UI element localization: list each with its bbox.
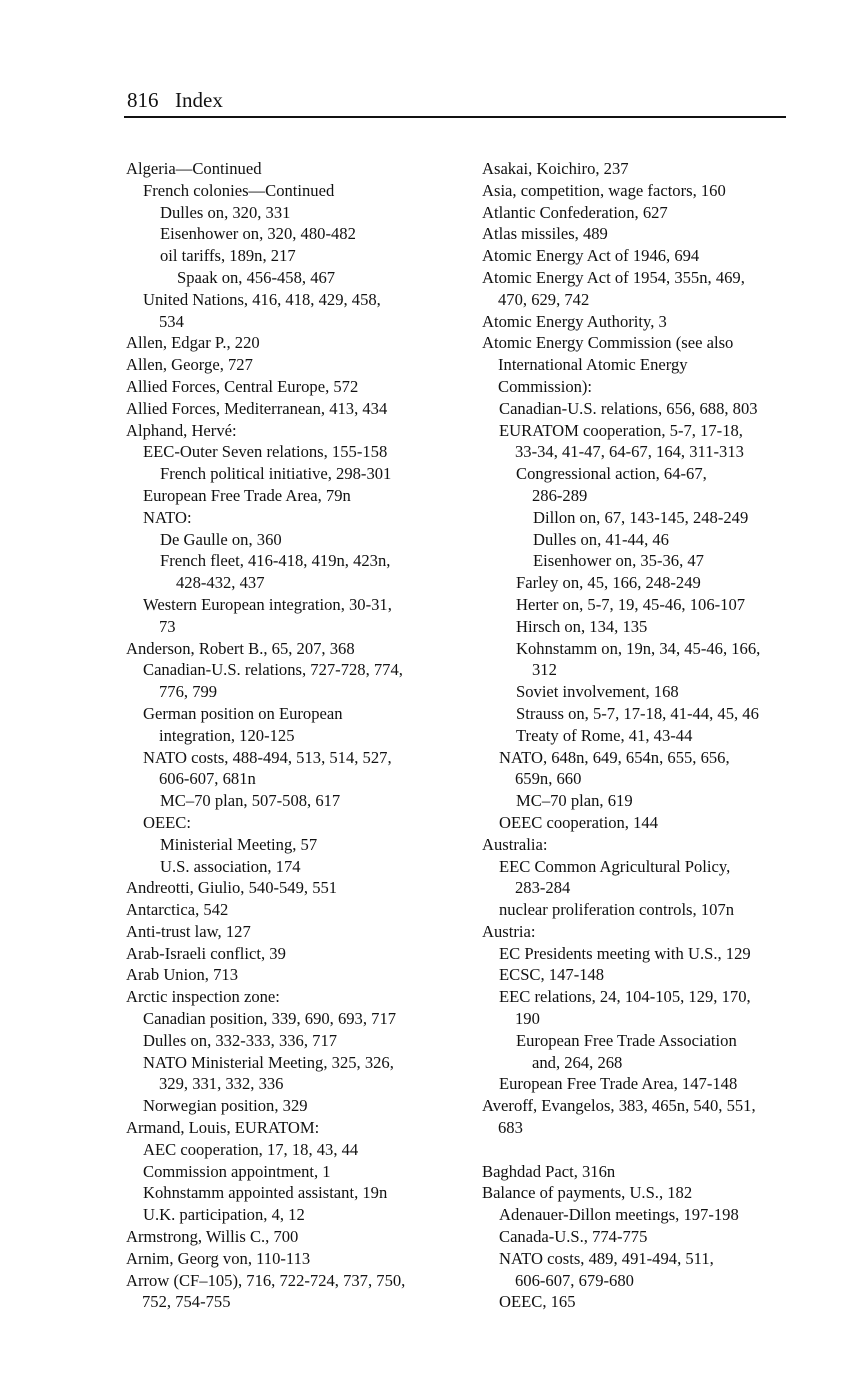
index-entry-continuation: 312 bbox=[532, 660, 557, 680]
index-entry-line: Atomic Energy Act of 1946, 694 bbox=[482, 246, 700, 266]
index-entry-line: ECSC, 147-148 bbox=[499, 965, 605, 985]
index-entry bbox=[516, 616, 802, 638]
index-entry-line: Commission appointment, 1 bbox=[143, 1161, 331, 1181]
index-entry-line: European Free Trade Area, 79n bbox=[143, 485, 351, 505]
index-entry bbox=[499, 747, 802, 791]
index-entry bbox=[143, 289, 456, 333]
index-entry-continuation: 752, 754-755 bbox=[142, 1292, 231, 1312]
index-entry bbox=[516, 572, 802, 594]
index-entry-line: EEC-Outer Seven relations, 155-158 bbox=[143, 442, 388, 462]
index-entry-line: Farley on, 45, 166, 248-249 bbox=[516, 573, 701, 593]
index-entry bbox=[482, 311, 802, 333]
index-entry-line: Atomic Energy Commission (see also bbox=[482, 333, 734, 353]
index-entry bbox=[126, 420, 456, 442]
index-entry bbox=[126, 899, 456, 921]
index-entry bbox=[126, 921, 456, 943]
index-entry bbox=[499, 812, 802, 834]
index-entry-line: MC–70 plan, 619 bbox=[516, 791, 633, 811]
index-entry bbox=[499, 398, 802, 420]
index-entry bbox=[482, 332, 802, 397]
index-entry-line: Dulles on, 332-333, 336, 717 bbox=[143, 1030, 338, 1050]
index-entry bbox=[177, 267, 456, 289]
index-entry-line: Allied Forces, Mediterranean, 413, 434 bbox=[126, 398, 388, 418]
index-entry bbox=[482, 202, 802, 224]
index-entry-line: Ministerial Meeting, 57 bbox=[160, 834, 318, 854]
index-entry-continuation: 683 bbox=[498, 1118, 523, 1138]
index-entry-line: Allen, Edgar P., 220 bbox=[126, 333, 260, 353]
index-entry-line: Norwegian position, 329 bbox=[143, 1096, 308, 1116]
index-entry bbox=[516, 594, 802, 616]
index-entry bbox=[143, 507, 456, 529]
index-entry-line: Arab Union, 713 bbox=[126, 965, 238, 985]
index-entry-continuation: 659n, 660 bbox=[515, 769, 582, 789]
index-entry bbox=[126, 1248, 456, 1270]
index-entry-line: Soviet involvement, 168 bbox=[516, 682, 679, 702]
index-entry bbox=[516, 681, 802, 703]
index-entry bbox=[126, 1270, 456, 1314]
index-entry-line: Hirsch on, 134, 135 bbox=[516, 616, 648, 636]
index-entry-line: OEEC: bbox=[143, 812, 191, 832]
index-entry-line: Western European integration, 30-31, bbox=[143, 594, 392, 614]
index-entry bbox=[482, 223, 802, 245]
index-entry bbox=[160, 463, 456, 485]
index-entry-line: Atomic Energy Act of 1954, 355n, 469, bbox=[482, 267, 745, 287]
index-entry bbox=[143, 594, 456, 638]
index-entry bbox=[533, 550, 802, 572]
index-entry-line: French fleet, 416-418, 419n, 423n, bbox=[160, 551, 391, 571]
index-entry-continuation: and, 264, 268 bbox=[532, 1052, 623, 1072]
index-entry-line: Atomic Energy Authority, 3 bbox=[482, 311, 667, 331]
index-entry bbox=[126, 398, 456, 420]
index-entry bbox=[126, 1226, 456, 1248]
index-entry-line: Alphand, Hervé: bbox=[126, 420, 237, 440]
index-entry-line: Eisenhower on, 320, 480-482 bbox=[160, 224, 356, 244]
index-entry bbox=[160, 834, 456, 856]
index-entry-line: Canadian-U.S. relations, 656, 688, 803 bbox=[499, 398, 758, 418]
index-entry-line: Congressional action, 64-67, bbox=[516, 464, 707, 484]
index-entry-line: Asakai, Koichiro, 237 bbox=[482, 159, 629, 178]
index-entry bbox=[499, 1073, 802, 1095]
index-entry bbox=[143, 1095, 456, 1117]
index-entry-continuation: Commission): bbox=[498, 376, 593, 396]
index-entry bbox=[516, 1030, 802, 1074]
index-entry bbox=[499, 964, 802, 986]
index-entry bbox=[482, 921, 802, 943]
index-entry bbox=[143, 747, 456, 791]
index-entry bbox=[126, 376, 456, 398]
index-entry bbox=[126, 1117, 456, 1139]
page-title: Index bbox=[175, 88, 223, 112]
index-entry bbox=[516, 638, 802, 682]
index-entry-continuation: 283-284 bbox=[515, 878, 571, 898]
index-entry-continuation: 534 bbox=[159, 311, 184, 331]
index-entry-continuation: 428-432, 437 bbox=[176, 573, 265, 593]
index-entry bbox=[126, 964, 456, 986]
index-entry-line: Spaak on, 456-458, 467 bbox=[177, 267, 336, 287]
section-gap bbox=[482, 1139, 802, 1161]
index-entry bbox=[482, 1161, 802, 1183]
index-entry bbox=[516, 790, 802, 812]
index-entry bbox=[126, 354, 456, 376]
index-entry-line: MC–70 plan, 507-508, 617 bbox=[160, 791, 341, 811]
index-entry-line: Canadian-U.S. relations, 727-728, 774, bbox=[143, 660, 403, 680]
index-entry bbox=[143, 703, 456, 747]
index-entry-line: Anderson, Robert B., 65, 207, 368 bbox=[126, 638, 355, 658]
page-header bbox=[124, 86, 786, 118]
index-entry bbox=[126, 986, 456, 1008]
index-entry bbox=[499, 1204, 802, 1226]
index-entry-line: German position on European bbox=[143, 703, 343, 723]
index-entry bbox=[143, 1204, 456, 1226]
index-entry-continuation: 33-34, 41-47, 64-67, 164, 311-313 bbox=[515, 442, 744, 462]
index-entry-line: OEEC, 165 bbox=[499, 1292, 576, 1312]
index-entry bbox=[499, 1291, 802, 1313]
index-column-right bbox=[482, 158, 802, 1313]
index-entry bbox=[160, 550, 456, 594]
index-entry-line: U.S. association, 174 bbox=[160, 856, 301, 876]
index-entry-line: Herter on, 5-7, 19, 45-46, 106-107 bbox=[516, 594, 746, 614]
index-entry-continuation: 776, 799 bbox=[159, 682, 218, 702]
index-entry bbox=[143, 812, 456, 834]
index-entry bbox=[482, 1182, 802, 1204]
index-entry-line: Balance of payments, U.S., 182 bbox=[482, 1183, 693, 1203]
index-entry bbox=[126, 877, 456, 899]
index-entry bbox=[126, 332, 456, 354]
index-entry-line: Algeria—Continued bbox=[126, 159, 262, 178]
index-entry bbox=[143, 485, 456, 507]
index-entry bbox=[516, 463, 802, 507]
index-entry-line: Treaty of Rome, 41, 43-44 bbox=[516, 725, 693, 745]
index-entry-line: Asia, competition, wage factors, 160 bbox=[482, 180, 726, 200]
index-entry-line: NATO, 648n, 649, 654n, 655, 656, bbox=[499, 747, 730, 767]
index-entry-line: U.K. participation, 4, 12 bbox=[143, 1205, 305, 1225]
index-entry bbox=[499, 1248, 802, 1292]
index-entry bbox=[482, 267, 802, 311]
index-entry-continuation: 606-607, 679-680 bbox=[515, 1270, 634, 1290]
page-number: 816 bbox=[127, 88, 159, 112]
index-entry bbox=[482, 245, 802, 267]
index-entry bbox=[126, 638, 456, 660]
index-entry-line: Dillon on, 67, 143-145, 248-249 bbox=[533, 507, 749, 527]
index-entry bbox=[143, 1161, 456, 1183]
index-entry-line: Armand, Louis, EURATOM: bbox=[126, 1118, 320, 1138]
index-entry bbox=[499, 1226, 802, 1248]
index-entry-line: De Gaulle on, 360 bbox=[160, 529, 282, 549]
index-entry-line: oil tariffs, 189n, 217 bbox=[160, 246, 296, 266]
index-entry-line: Arnim, Georg von, 110-113 bbox=[126, 1248, 311, 1268]
index-entry-continuation: 73 bbox=[159, 616, 176, 636]
index-entry bbox=[160, 790, 456, 812]
index-entry bbox=[499, 986, 802, 1030]
index-entry bbox=[143, 441, 456, 463]
index-entry bbox=[160, 202, 456, 224]
index-entry-line: Allen, George, 727 bbox=[126, 355, 253, 375]
index-entry bbox=[126, 943, 456, 965]
index-entry bbox=[516, 703, 802, 725]
index-entry-line: French colonies—Continued bbox=[143, 180, 335, 200]
index-entry-line: European Free Trade Area, 147-148 bbox=[499, 1074, 738, 1094]
index-entry-line: Baghdad Pact, 316n bbox=[482, 1161, 616, 1181]
index-entry bbox=[499, 899, 802, 921]
index-entry bbox=[482, 180, 802, 202]
index-entry-line: EEC Common Agricultural Policy, bbox=[499, 856, 731, 876]
index-entry-line: EEC relations, 24, 104-105, 129, 170, bbox=[499, 987, 751, 1007]
index-entry-line: Dulles on, 41-44, 46 bbox=[533, 529, 669, 549]
index-entry-line: NATO Ministerial Meeting, 325, 326, bbox=[143, 1052, 394, 1072]
index-entry bbox=[160, 245, 456, 267]
index-entry-line: Australia: bbox=[482, 834, 548, 854]
index-entry-line: Anti-trust law, 127 bbox=[126, 921, 251, 941]
index-entry-line: nuclear proliferation controls, 107n bbox=[499, 900, 735, 920]
index-entry-continuation: 190 bbox=[515, 1009, 540, 1029]
index-entry bbox=[143, 1030, 456, 1052]
index-entry bbox=[160, 529, 456, 551]
index-entry-line: NATO: bbox=[143, 507, 192, 527]
index-entry bbox=[499, 420, 802, 464]
index-entry-line: Canada-U.S., 774-775 bbox=[499, 1227, 648, 1247]
index-entry-line: Austria: bbox=[482, 921, 536, 941]
index-entry-line: Strauss on, 5-7, 17-18, 41-44, 45, 46 bbox=[516, 703, 759, 723]
index-entry-line: Atlantic Confederation, 627 bbox=[482, 202, 668, 222]
index-entry-line: Kohnstamm on, 19n, 34, 45-46, 166, bbox=[516, 638, 761, 658]
index-entry bbox=[143, 1052, 456, 1096]
index-entry-line: NATO costs, 489, 491-494, 511, bbox=[499, 1248, 714, 1268]
index-entry-continuation: 286-289 bbox=[532, 485, 588, 505]
index-entry-continuation: integration, 120-125 bbox=[159, 725, 295, 745]
index-entry bbox=[143, 1008, 456, 1030]
index-entry-line: Arrow (CF–105), 716, 722-724, 737, 750, bbox=[126, 1270, 406, 1290]
index-entry bbox=[160, 856, 456, 878]
index-entry bbox=[160, 223, 456, 245]
index-entry-continuation: International Atomic Energy bbox=[498, 355, 688, 375]
index-entry bbox=[143, 1182, 456, 1204]
index-entry bbox=[482, 158, 802, 180]
index-entry bbox=[499, 856, 802, 900]
index-entry-line: Arctic inspection zone: bbox=[126, 987, 280, 1007]
index-entry-line: EC Presidents meeting with U.S., 129 bbox=[499, 943, 751, 963]
index-entry-line: Arab-Israeli conflict, 39 bbox=[126, 943, 286, 963]
index-entry bbox=[143, 180, 456, 202]
index-entry-line: Allied Forces, Central Europe, 572 bbox=[126, 376, 359, 396]
index-entry-line: NATO costs, 488-494, 513, 514, 527, bbox=[143, 747, 392, 767]
index-entry-line: EURATOM cooperation, 5-7, 17-18, bbox=[499, 420, 743, 440]
index-entry-line: AEC cooperation, 17, 18, 43, 44 bbox=[143, 1139, 359, 1159]
index-entry-line: Antarctica, 542 bbox=[126, 900, 229, 920]
index-entry-line: United Nations, 416, 418, 429, 458, bbox=[143, 289, 381, 309]
index-entry-line: Kohnstamm appointed assistant, 19n bbox=[143, 1183, 388, 1203]
index-entry bbox=[126, 158, 456, 180]
index-entry bbox=[499, 943, 802, 965]
index-entry bbox=[533, 507, 802, 529]
index-entry-line: European Free Trade Association bbox=[516, 1030, 737, 1050]
index-entry-line: Atlas missiles, 489 bbox=[482, 224, 608, 244]
index-entry bbox=[482, 1095, 802, 1139]
index-entry-line: French political initiative, 298-301 bbox=[160, 464, 392, 484]
index-entry-line: Andreotti, Giulio, 540-549, 551 bbox=[126, 878, 338, 898]
index-column-left bbox=[126, 158, 456, 1313]
index-entry-line: Dulles on, 320, 331 bbox=[160, 202, 291, 222]
index-entry-line: Adenauer-Dillon meetings, 197-198 bbox=[499, 1205, 739, 1225]
index-entry-continuation: 329, 331, 332, 336 bbox=[159, 1074, 284, 1094]
index-entry bbox=[143, 1139, 456, 1161]
index-entry bbox=[143, 659, 456, 703]
index-entry bbox=[482, 834, 802, 856]
index-entry-continuation: 470, 629, 742 bbox=[498, 289, 590, 309]
index-entry-line: OEEC cooperation, 144 bbox=[499, 812, 658, 832]
index-entry-line: Averoff, Evangelos, 383, 465n, 540, 551, bbox=[482, 1096, 756, 1116]
index-entry bbox=[533, 529, 802, 551]
index-entry-line: Canadian position, 339, 690, 693, 717 bbox=[143, 1009, 397, 1029]
index-entry-continuation: 606-607, 681n bbox=[159, 769, 256, 789]
index-entry bbox=[516, 725, 802, 747]
index-entry-line: Armstrong, Willis C., 700 bbox=[126, 1227, 299, 1247]
index-entry-line: Eisenhower on, 35-36, 47 bbox=[533, 551, 704, 571]
